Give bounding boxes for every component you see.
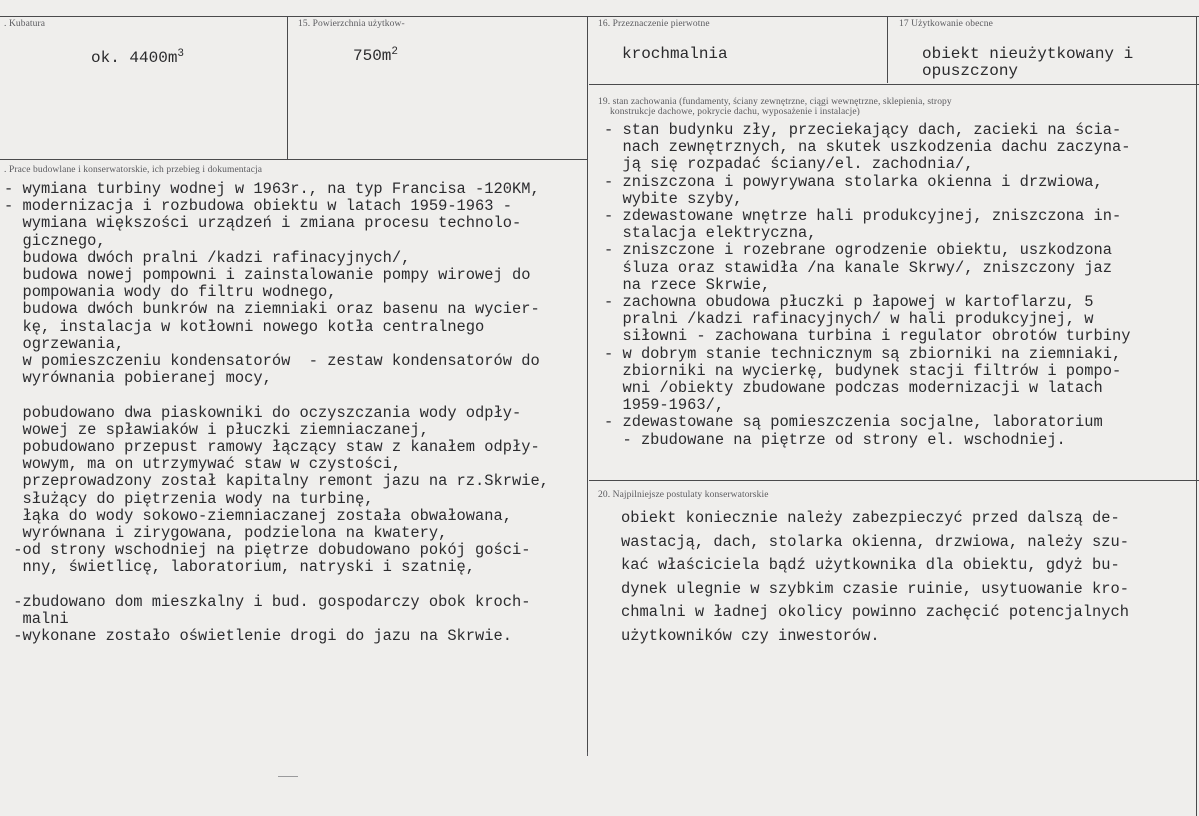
stan-zachowania-line: - zdewastowane są pomieszczenia socjalne, laboratorium — [604, 413, 1103, 432]
stan-zachowania-line: 1959-1963/, — [604, 396, 725, 415]
line-below-19 — [589, 480, 1199, 481]
uzytkowanie-value-line-2: opuszczony — [922, 62, 1019, 80]
stan-zachowania-line: - zniszczona i powyrywana stolarka okienna i drzwiowa, — [604, 172, 1103, 191]
prace-budowlane-line: w pomieszczeniu kondensatorów - zestaw kondensatorów do — [4, 352, 540, 371]
prace-budowlane-text — [4, 181, 549, 645]
prace-budowlane-line: ogrzewania, — [4, 334, 125, 353]
postulaty-line: dynek ulegnie w szybkim czasie ruinie, usytuowanie kro- — [621, 579, 1129, 598]
prace-budowlane-line: gicznego, — [4, 231, 106, 250]
prace-budowlane-line: kę, instalacja w kotłowni nowego kotła centralnego — [4, 317, 485, 336]
stan-zachowania-line: - zbudowane na piętrze od strony el. wschodniej. — [604, 430, 1066, 449]
uzytkowanie-label: 17 Użytkowanie obecne — [899, 19, 993, 29]
prace-budowlane-line — [4, 387, 549, 404]
postulaty-line: kać właściciela bądź użytkownika dla obiektu, gdyż bu- — [621, 556, 1120, 575]
line-below-16-17 — [589, 84, 1199, 85]
prace-budowlane-line: pompowania wody do filtru wodnego, — [4, 283, 337, 302]
postulaty-text — [621, 507, 1129, 649]
prace-budowlane-line: nny, świetlicę, laboratorium, natryski i szatnię, — [4, 558, 476, 577]
powierzchnia-number: 750m — [353, 47, 392, 65]
stan-zachowania-text — [604, 122, 1130, 449]
prace-budowlane-line: pobudowano dwa piaskowniki do oczyszczania wody odpły- — [4, 403, 522, 422]
prace-budowlane-line: przeprowadzony został kapitalny remont jazu na rz.Skrwie, — [4, 472, 549, 491]
divider-center-dashed — [587, 752, 588, 756]
stan-zachowania-label-line-1: 19. stan zachowania (fundamenty, ściany zewnętrzne, ciągi wewnętrzne, sklepienia, stropy — [598, 97, 952, 107]
prace-budowlane-line: wymiana większości urządzeń i zmiana procesu technolo- — [4, 214, 522, 233]
stan-zachowania-line: ją się rozpadać ściany/el. zachodnia/, — [604, 155, 974, 174]
prace-budowlane-label: . Prace budowlane i konserwatorskie, ich przebieg i dokumentacja — [4, 165, 263, 175]
przeznaczenie-value: krochmalnia — [622, 45, 728, 63]
divider-uzytkowanie — [887, 16, 888, 83]
right-edge-line — [1196, 16, 1197, 816]
kubatura-unit-exponent: 3 — [177, 48, 185, 60]
divider-center — [587, 16, 588, 752]
line-below-kubatura — [0, 159, 588, 160]
stan-zachowania-label-line-2: konstrukcje dachowe, pokrycie dachu, wyposażenie i instalacje) — [610, 107, 860, 117]
uzytkowanie-value-line-1: obiekt nieużytkowany i — [922, 45, 1134, 63]
kubatura-value — [91, 50, 184, 67]
prace-budowlane-line: budowa dwóch bunkrów na ziemniaki oraz basenu na wycier- — [4, 300, 540, 319]
prace-budowlane-line — [4, 577, 549, 594]
kubatura-number: ok. 4400m — [91, 49, 178, 67]
stan-zachowania-line: - zachowna obudowa płuczki p łapowej w kartoflarzu, 5 — [604, 293, 1094, 312]
stan-zachowania-line: pralni /kadzi rafinacyjnych/ w hali produkcyjnej, w — [604, 310, 1094, 329]
stan-zachowania-line: na rzece Skrwie, — [604, 275, 771, 294]
prace-budowlane-line: - modernizacja i rozbudowa obiektu w latach 1959-1963 - — [4, 197, 512, 216]
postulaty-line: użytkowników czy inwestorów. — [621, 626, 880, 645]
prace-budowlane-line: wyrównana i zirygowana, podzielona na kwatery, — [4, 524, 448, 543]
prace-budowlane-line: wowym, ma on utrzymywać staw w czystości, — [4, 455, 402, 474]
stan-zachowania-line: - stan budynku zły, przeciekający dach, zacieki na ścia- — [604, 121, 1122, 139]
stan-zachowania-line: nach zewnętrznych, na skutek uszkodzenia dachu zaczyna- — [604, 138, 1131, 157]
postulaty-line: obiekt koniecznie należy zabezpieczyć przed dalszą de- — [621, 509, 1120, 527]
prace-budowlane-line: pobudowano przepust ramowy łączący staw z kanałem odpły- — [4, 438, 540, 457]
stan-zachowania-line: wni /obiekty zbudowane podczas modernizacji w latach — [604, 379, 1103, 398]
postulaty-label: 20. Najpilniejsze postulaty konserwatorskie — [598, 490, 769, 500]
stan-zachowania-line: siłowni - zachowana turbina i regulator obrotów turbiny — [604, 327, 1131, 346]
powierzchnia-unit-exponent: 2 — [391, 46, 399, 58]
prace-budowlane-line: budowa dwóch pralni /kadzi rafinacyjnych/, — [4, 248, 411, 267]
prace-budowlane-line: wyrównania pobieranej mocy, — [4, 369, 272, 388]
stan-zachowania-line: wybite szyby, — [604, 189, 743, 208]
divider-kubatura — [287, 16, 288, 159]
prace-budowlane-line: łąka do wody sokowo-ziemniaczanej została obwałowana, — [4, 506, 512, 525]
prace-budowlane-line: służący do piętrzenia wody na turbinę, — [4, 489, 374, 508]
prace-budowlane-line: wowej ze spławiaków i płuczki ziemniaczanej, — [4, 420, 429, 439]
ink-smudge — [278, 776, 298, 777]
stan-zachowania-line: zbiorniki na wycierkę, budynek stacji filtrów i pompo- — [604, 361, 1122, 380]
top-border-line — [0, 16, 1199, 17]
stan-zachowania-line: stalacja elektryczna, — [604, 224, 817, 243]
postulaty-line: wastacją, dach, stolarka okienna, drzwiowa, należy szu- — [621, 532, 1129, 551]
prace-budowlane-line: - wymiana turbiny wodnej w 1963r., na typ Francisa -120KM, — [4, 180, 540, 198]
stan-zachowania-line: śluza oraz stawidła /na kanale Skrwy/, zniszczony jaz — [604, 258, 1112, 277]
przeznaczenie-label: 16. Przeznaczenie pierwotne — [598, 19, 710, 29]
stan-zachowania-line: - zdewastowane wnętrze hali produkcyjnej, zniszczona in- — [604, 207, 1122, 226]
prace-budowlane-line: malni — [4, 610, 69, 629]
prace-budowlane-line: budowa nowej pompowni i zainstalowanie pompy wirowej do — [4, 266, 531, 285]
prace-budowlane-line: -zbudowano dom mieszkalny i bud. gospodarczy obok kroch- — [4, 592, 531, 611]
postulaty-line: chmalni w ładnej okolicy powinno zachęcić potencjalnych — [621, 603, 1129, 622]
kubatura-label: . Kubatura — [4, 19, 46, 29]
stan-zachowania-line: - w dobrym stanie technicznym są zbiorniki na ziemniaki, — [604, 344, 1122, 363]
powierzchnia-label: 15. Powierzchnia użytkow- — [298, 19, 405, 29]
stan-zachowania-line: - zniszczone i rozebrane ogrodzenie obiektu, uszkodzona — [604, 241, 1112, 260]
prace-budowlane-line: -wykonane zostało oświetlenie drogi do jazu na Skrwie. — [4, 627, 512, 646]
prace-budowlane-line: -od strony wschodniej na piętrze dobudowano pokój gości- — [4, 541, 531, 560]
powierzchnia-value — [353, 48, 398, 65]
